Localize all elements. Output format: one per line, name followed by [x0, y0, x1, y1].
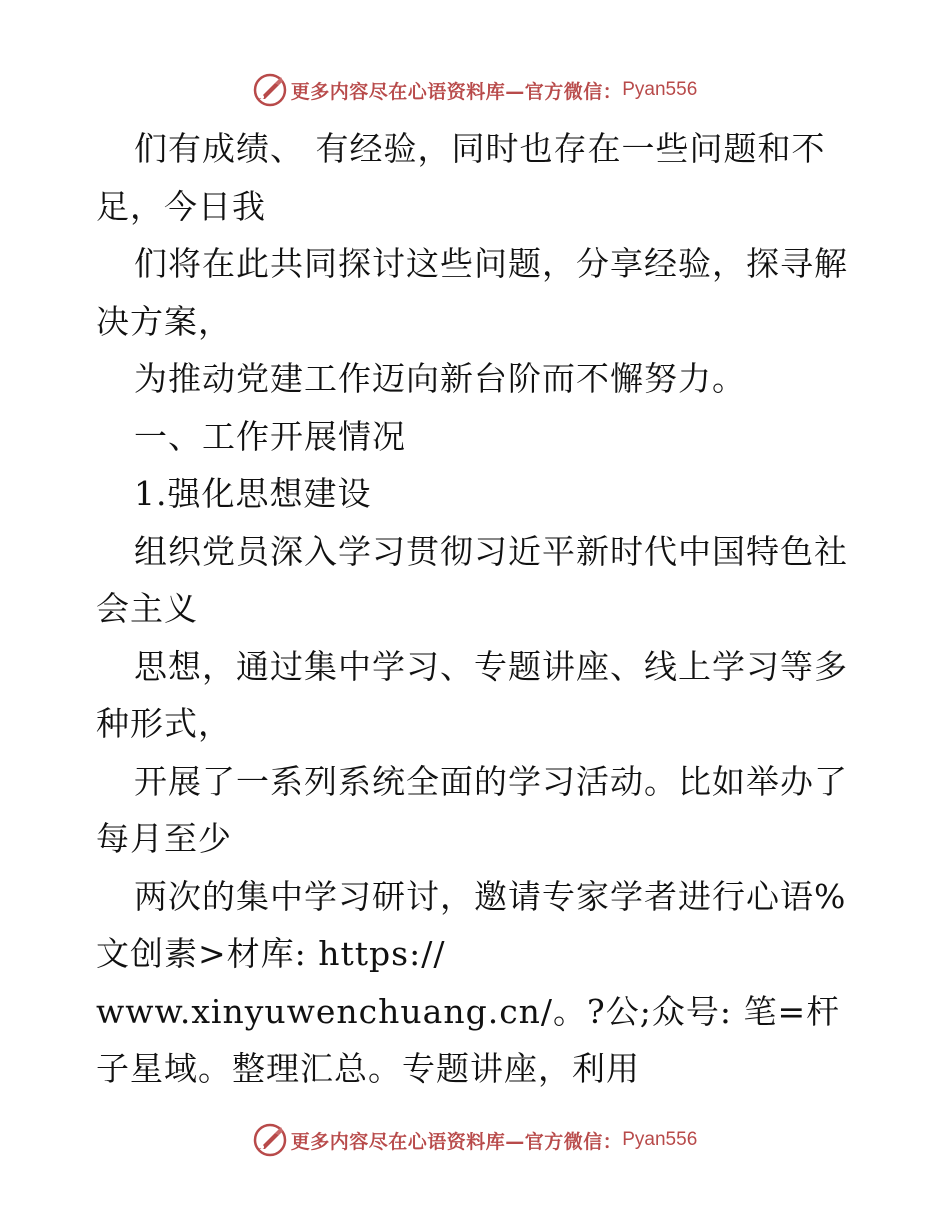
paragraph-8: 开展了一系列系统全面的学习活动。比如举办了每月至少 — [96, 761, 848, 858]
header-watermark-banner — [0, 70, 950, 110]
paragraph-3: 为推动党建工作迈向新台阶而不懈努力。 — [134, 359, 746, 398]
header-wechat-id: Pyan556 — [622, 79, 698, 100]
quill-pen-logo-icon — [253, 73, 287, 107]
paragraph-1: 们有成绩、 有经验，同时也存在一些问题和不足，今日我 — [96, 129, 826, 226]
header-banner-text: 更多内容尽在心语资料库—官方微信： — [290, 80, 623, 103]
footer-wechat-id: Pyan556 — [622, 1129, 698, 1150]
paragraph-2: 们将在此共同探讨这些问题，分享经验，探寻解决方案， — [96, 244, 848, 341]
footer-watermark-banner — [0, 1120, 950, 1160]
quill-pen-logo-icon — [253, 1123, 287, 1157]
paragraph-10: www.xinyuwenchuang.cn/。?公;众号: 笔=杆子星域。整理汇总。专题讲座，利用 — [96, 991, 841, 1088]
paragraph-9: 两次的集中学习研讨，邀请专家学者进行心语%文创素>材库: https:// — [96, 876, 847, 973]
footer-banner-text: 更多内容尽在心语资料库—官方微信： — [290, 1130, 623, 1153]
paragraph-6: 组织党员深入学习贯彻习近平新时代中国特色社会主义 — [96, 531, 848, 628]
subsection-heading: 1.强化思想建设 — [134, 474, 372, 513]
document-body — [96, 120, 866, 1098]
paragraph-7: 思想，通过集中学习、专题讲座、线上学习等多种形式， — [96, 646, 848, 743]
section-heading: 一、工作开展情况 — [134, 416, 406, 456]
